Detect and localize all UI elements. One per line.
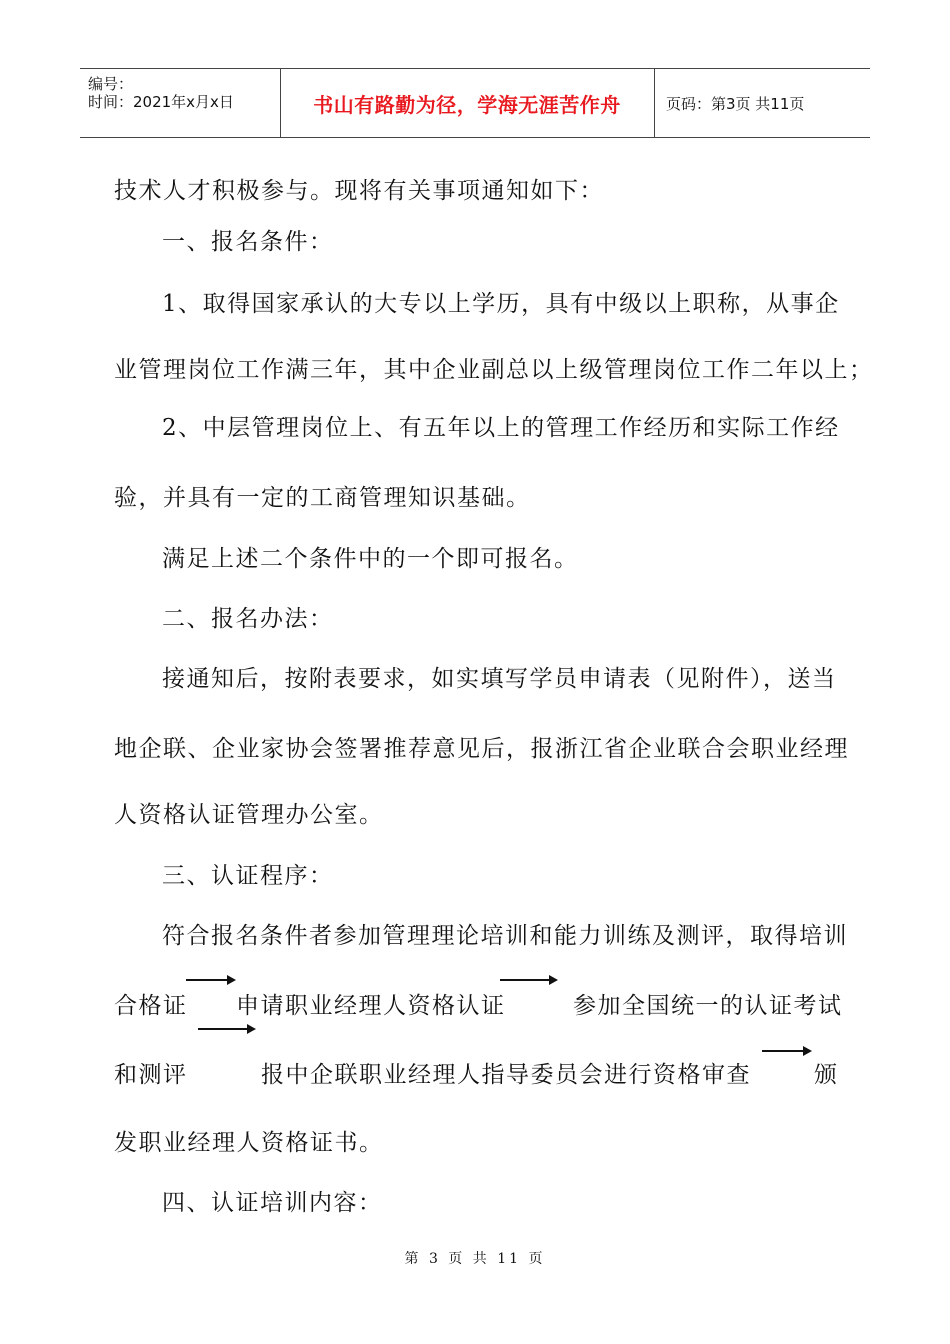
body-line: 人资格认证管理办公室。 xyxy=(114,802,384,828)
header-page-label: 页码：第3页 共11页 xyxy=(666,94,805,113)
header-motto-cell xyxy=(281,69,653,137)
header-motto: 书山有路勤为径，学海无涯苦作舟 xyxy=(313,92,621,117)
body-line: 地企联、企业家协会签署推荐意见后，报浙江省企业联合会职业经理 xyxy=(114,736,849,762)
flow-arrow-icon xyxy=(198,1024,256,1034)
flow-arrow-icon xyxy=(500,975,558,985)
section-heading: 二、报名办法： xyxy=(162,606,334,632)
body-line: 验，并具有一定的工商管理知识基础。 xyxy=(114,485,531,511)
page-header xyxy=(80,68,870,138)
body-line: 符合报名条件者参加管理理论培训和能力训练及测评，取得培训 xyxy=(162,923,848,949)
flow-step: 报中企联职业经理人指导委员会进行资格审查 xyxy=(261,1062,751,1088)
flow-step: 和测评 xyxy=(114,1062,188,1088)
body-line: 接通知后，按附表要求，如实填写学员申请表（见附件），送当 xyxy=(162,666,837,692)
header-divider xyxy=(654,69,655,137)
flow-step: 参加全国统一的认证考试 xyxy=(573,993,843,1019)
flow-arrow-icon xyxy=(186,975,236,985)
flow-step: 颁 xyxy=(814,1062,839,1088)
body-line: 满足上述二个条件中的一个即可报名。 xyxy=(162,546,579,572)
body-line: 2、中层管理岗位上、有五年以上的管理工作经历和实际工作经 xyxy=(162,415,840,441)
flow-step: 合格证 xyxy=(114,993,188,1019)
flow-step: 申请职业经理人资格认证 xyxy=(236,993,506,1019)
page-footer: 第 3 页 共 11 页 xyxy=(404,1251,546,1267)
section-heading: 四、认证培训内容： xyxy=(162,1190,383,1216)
flow-arrow-icon xyxy=(762,1046,812,1056)
body-line: 技术人才积极参与。现将有关事项通知如下： xyxy=(114,178,604,204)
section-heading: 一、报名条件： xyxy=(162,229,334,255)
header-meta xyxy=(80,69,280,137)
body-line: 1、取得国家承认的大专以上学历，具有中级以上职称，从事企 xyxy=(162,291,840,317)
body-line: 业管理岗位工作满三年，其中企业副总以上级管理岗位工作二年以上； xyxy=(114,357,874,383)
section-heading: 三、认证程序： xyxy=(162,863,334,889)
header-page-cell xyxy=(656,69,880,137)
header-date-label: 时间：2021年x月x日 xyxy=(88,93,234,111)
header-number-label: 编号： xyxy=(88,75,134,93)
body-line: 发职业经理人资格证书。 xyxy=(114,1130,384,1156)
